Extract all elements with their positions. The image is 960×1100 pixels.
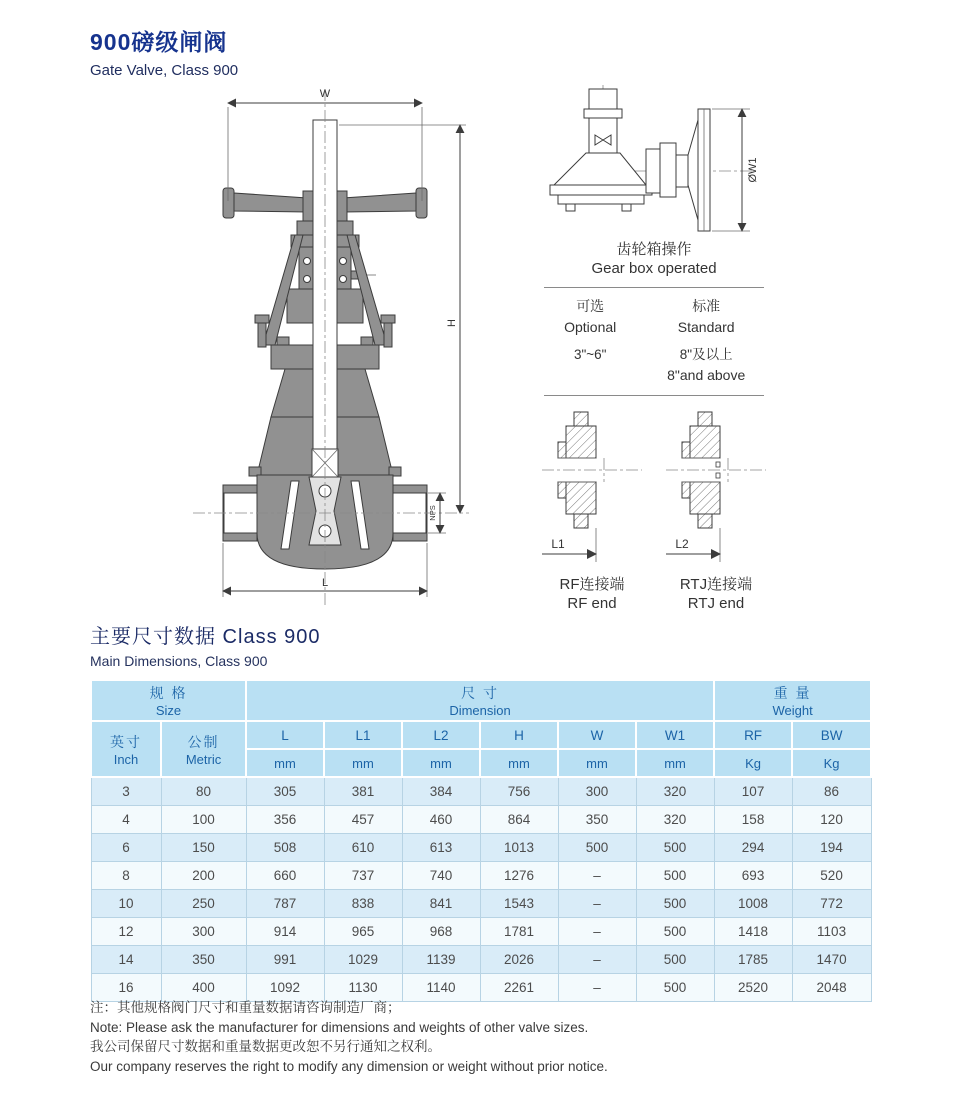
note-zh-2: 我公司保留尺寸数据和重量数据更改恕不另行通知之权利。 [90, 1039, 441, 1054]
optional-range: 3"~6" [573, 347, 607, 362]
table-cell: 500 [636, 834, 714, 862]
table-cell: 2026 [480, 946, 558, 974]
table-cell: 16 [91, 974, 161, 1002]
table-cell: 10 [91, 890, 161, 918]
table-cell: 320 [636, 777, 714, 806]
table-cell: 384 [402, 777, 480, 806]
note-zh-1: 注：其他规格阀门尺寸和重量数据请咨询制造厂商； [90, 1000, 401, 1015]
table-cell: 1103 [792, 918, 871, 946]
gear-bonnet [554, 153, 646, 185]
table-cell: – [558, 946, 636, 974]
rtj-caption-zh: RTJ连接端 [679, 576, 753, 593]
rtj-end-drawing [662, 404, 770, 569]
table-cell: 1008 [714, 890, 792, 918]
col-header-w1: W1 [636, 721, 714, 749]
svg-text:NPS: NPS [428, 505, 437, 521]
col-header-w: W [558, 721, 636, 749]
svg-text:ØW1: ØW1 [746, 157, 759, 183]
rtj-caption-en: RTJ end [687, 595, 745, 612]
table-cell: 693 [714, 862, 792, 890]
page-title-en: Gate Valve, Class 900 [90, 62, 239, 79]
col-header-l: L [246, 721, 324, 749]
table-row [91, 862, 871, 890]
standard-label-zh: 标准 [692, 298, 721, 314]
table-cell: 500 [636, 918, 714, 946]
table-cell: 965 [324, 918, 402, 946]
table-cell: 610 [324, 834, 402, 862]
optional-column [538, 296, 642, 386]
flange-captions [538, 575, 770, 613]
table-cell: 1139 [402, 946, 480, 974]
rf-caption-zh: RF连接端 [559, 576, 625, 593]
table-cell: 508 [246, 834, 324, 862]
dimensions-section [90, 620, 870, 1002]
group-header-dimension: 尺 寸 Dimension [246, 680, 714, 721]
table-cell: 841 [402, 890, 480, 918]
unit-kg: Kg [714, 749, 792, 777]
table-cell: 8 [91, 862, 161, 890]
table-cell: 968 [402, 918, 480, 946]
table-cell: 740 [402, 862, 480, 890]
standard-range-zh: 8"及以上 [679, 347, 733, 362]
col-header-bw: BW [792, 721, 871, 749]
svg-text:W: W [319, 88, 331, 100]
table-row [91, 946, 871, 974]
table-cell: 200 [161, 862, 246, 890]
table-cell: 300 [161, 918, 246, 946]
table-cell: 107 [714, 777, 792, 806]
operation-options [538, 296, 770, 386]
col-header-h: H [480, 721, 558, 749]
section-title: 主要尺寸数据 Class 900 [90, 626, 321, 648]
table-cell: 500 [636, 974, 714, 1002]
table-cell: 1130 [324, 974, 402, 1002]
table-cell: 356 [246, 806, 324, 834]
note-en-2: Our company reserves the right to modify any dimension or weight without prior notice. [90, 1058, 608, 1074]
page-title-zh: 900磅级闸阀 [90, 29, 228, 55]
standard-range-en: 8"and above [667, 367, 746, 383]
svg-text:L2: L2 [675, 537, 689, 551]
gearbox-caption-en: Gear box operated [591, 260, 717, 277]
table-body [91, 777, 871, 1002]
standard-column [642, 296, 770, 386]
table-cell: 500 [636, 946, 714, 974]
dimensions-table [90, 679, 872, 1002]
col-header-l1: L1 [324, 721, 402, 749]
table-cell: 838 [324, 890, 402, 918]
table-row [91, 918, 871, 946]
rtj-caption [662, 575, 770, 613]
table-cell: 457 [324, 806, 402, 834]
unit-kg: Kg [792, 749, 871, 777]
standard-label-en: Standard [677, 319, 735, 335]
table-cell: 1785 [714, 946, 792, 974]
table-cell: 305 [246, 777, 324, 806]
table-cell: 864 [480, 806, 558, 834]
table-cell: 500 [636, 862, 714, 890]
flange-drawings [538, 404, 770, 569]
table-cell: 80 [161, 777, 246, 806]
col-header-l2: L2 [402, 721, 480, 749]
table-cell: 772 [792, 890, 871, 918]
table-cell: 100 [161, 806, 246, 834]
gearbox-caption-zh: 齿轮箱操作 [616, 241, 692, 258]
col-header-rf: RF [714, 721, 792, 749]
rtj-groove [716, 462, 720, 467]
table-cell: 2261 [480, 974, 558, 1002]
table-row [91, 890, 871, 918]
table-cell: 500 [558, 834, 636, 862]
table-cell: 914 [246, 918, 324, 946]
table-cell: 1470 [792, 946, 871, 974]
table-cell: 3 [91, 777, 161, 806]
table-cell: 381 [324, 777, 402, 806]
table-cell: – [558, 890, 636, 918]
table-cell: 194 [792, 834, 871, 862]
group-header-size: 规 格 Size [91, 680, 246, 721]
col-header-inch: 英寸 Inch [91, 721, 161, 777]
w1-dimension [712, 109, 759, 231]
table-cell: 660 [246, 862, 324, 890]
table-cell: – [558, 974, 636, 1002]
table-cell: 2520 [714, 974, 792, 1002]
table-cell: 14 [91, 946, 161, 974]
table-cell: 787 [246, 890, 324, 918]
table-cell: 294 [714, 834, 792, 862]
divider-top [544, 287, 764, 288]
rf-caption [538, 575, 646, 613]
table-cell: 1013 [480, 834, 558, 862]
table-cell: 250 [161, 890, 246, 918]
table-row [91, 806, 871, 834]
table-cell: 6 [91, 834, 161, 862]
unit-mm: mm [480, 749, 558, 777]
divider-bottom [544, 395, 764, 396]
table-cell: 520 [792, 862, 871, 890]
gear-housing [646, 143, 688, 197]
svg-text:L: L [321, 577, 329, 589]
gear-stem [589, 89, 617, 153]
rf-caption-en: RF end [567, 595, 617, 612]
right-column [538, 85, 770, 613]
table-cell: 1029 [324, 946, 402, 974]
table-cell: 12 [91, 918, 161, 946]
table-cell: 1092 [246, 974, 324, 1002]
page-header [90, 24, 238, 79]
table-cell: – [558, 862, 636, 890]
svg-text:L1: L1 [551, 537, 565, 551]
optional-label-en: Optional [564, 319, 617, 335]
table-cell: 737 [324, 862, 402, 890]
gearbox-drawing [542, 85, 767, 235]
section-subtitle: Main Dimensions, Class 900 [90, 653, 268, 669]
table-cell: 120 [792, 806, 871, 834]
note-en-1: Note: Please ask the manufacturer for dimensions and weights of other valve sizes. [90, 1019, 589, 1035]
table-cell: 1418 [714, 918, 792, 946]
table-cell: 158 [714, 806, 792, 834]
table-cell: 1781 [480, 918, 558, 946]
table-cell: 756 [480, 777, 558, 806]
unit-mm: mm [246, 749, 324, 777]
table-row [91, 834, 871, 862]
col-header-metric: 公制 Metric [161, 721, 246, 777]
unit-mm: mm [558, 749, 636, 777]
unit-mm: mm [402, 749, 480, 777]
table-cell: 4 [91, 806, 161, 834]
table-cell: 86 [792, 777, 871, 806]
table-cell: 350 [161, 946, 246, 974]
table-cell: 460 [402, 806, 480, 834]
table-cell: 350 [558, 806, 636, 834]
unit-mm: mm [324, 749, 402, 777]
optional-label-zh: 可选 [576, 298, 605, 314]
notes [90, 998, 608, 1076]
gate-valve-drawing [185, 85, 485, 610]
table-row [91, 777, 871, 806]
table-cell: 400 [161, 974, 246, 1002]
table-cell: 300 [558, 777, 636, 806]
table-cell: 991 [246, 946, 324, 974]
unit-mm: mm [636, 749, 714, 777]
table-cell: 1543 [480, 890, 558, 918]
table-cell: 613 [402, 834, 480, 862]
group-header-weight: 重 量 Weight [714, 680, 871, 721]
rf-end-drawing [538, 404, 646, 569]
table-cell: 1276 [480, 862, 558, 890]
side-handwheel [688, 109, 710, 231]
table-cell: 320 [636, 806, 714, 834]
table-cell: – [558, 918, 636, 946]
table-cell: 1140 [402, 974, 480, 1002]
table-cell: 2048 [792, 974, 871, 1002]
table-cell: 150 [161, 834, 246, 862]
svg-text:H: H [446, 319, 458, 327]
table-cell: 500 [636, 890, 714, 918]
nps-dimension [428, 493, 446, 533]
table-header [91, 680, 871, 777]
